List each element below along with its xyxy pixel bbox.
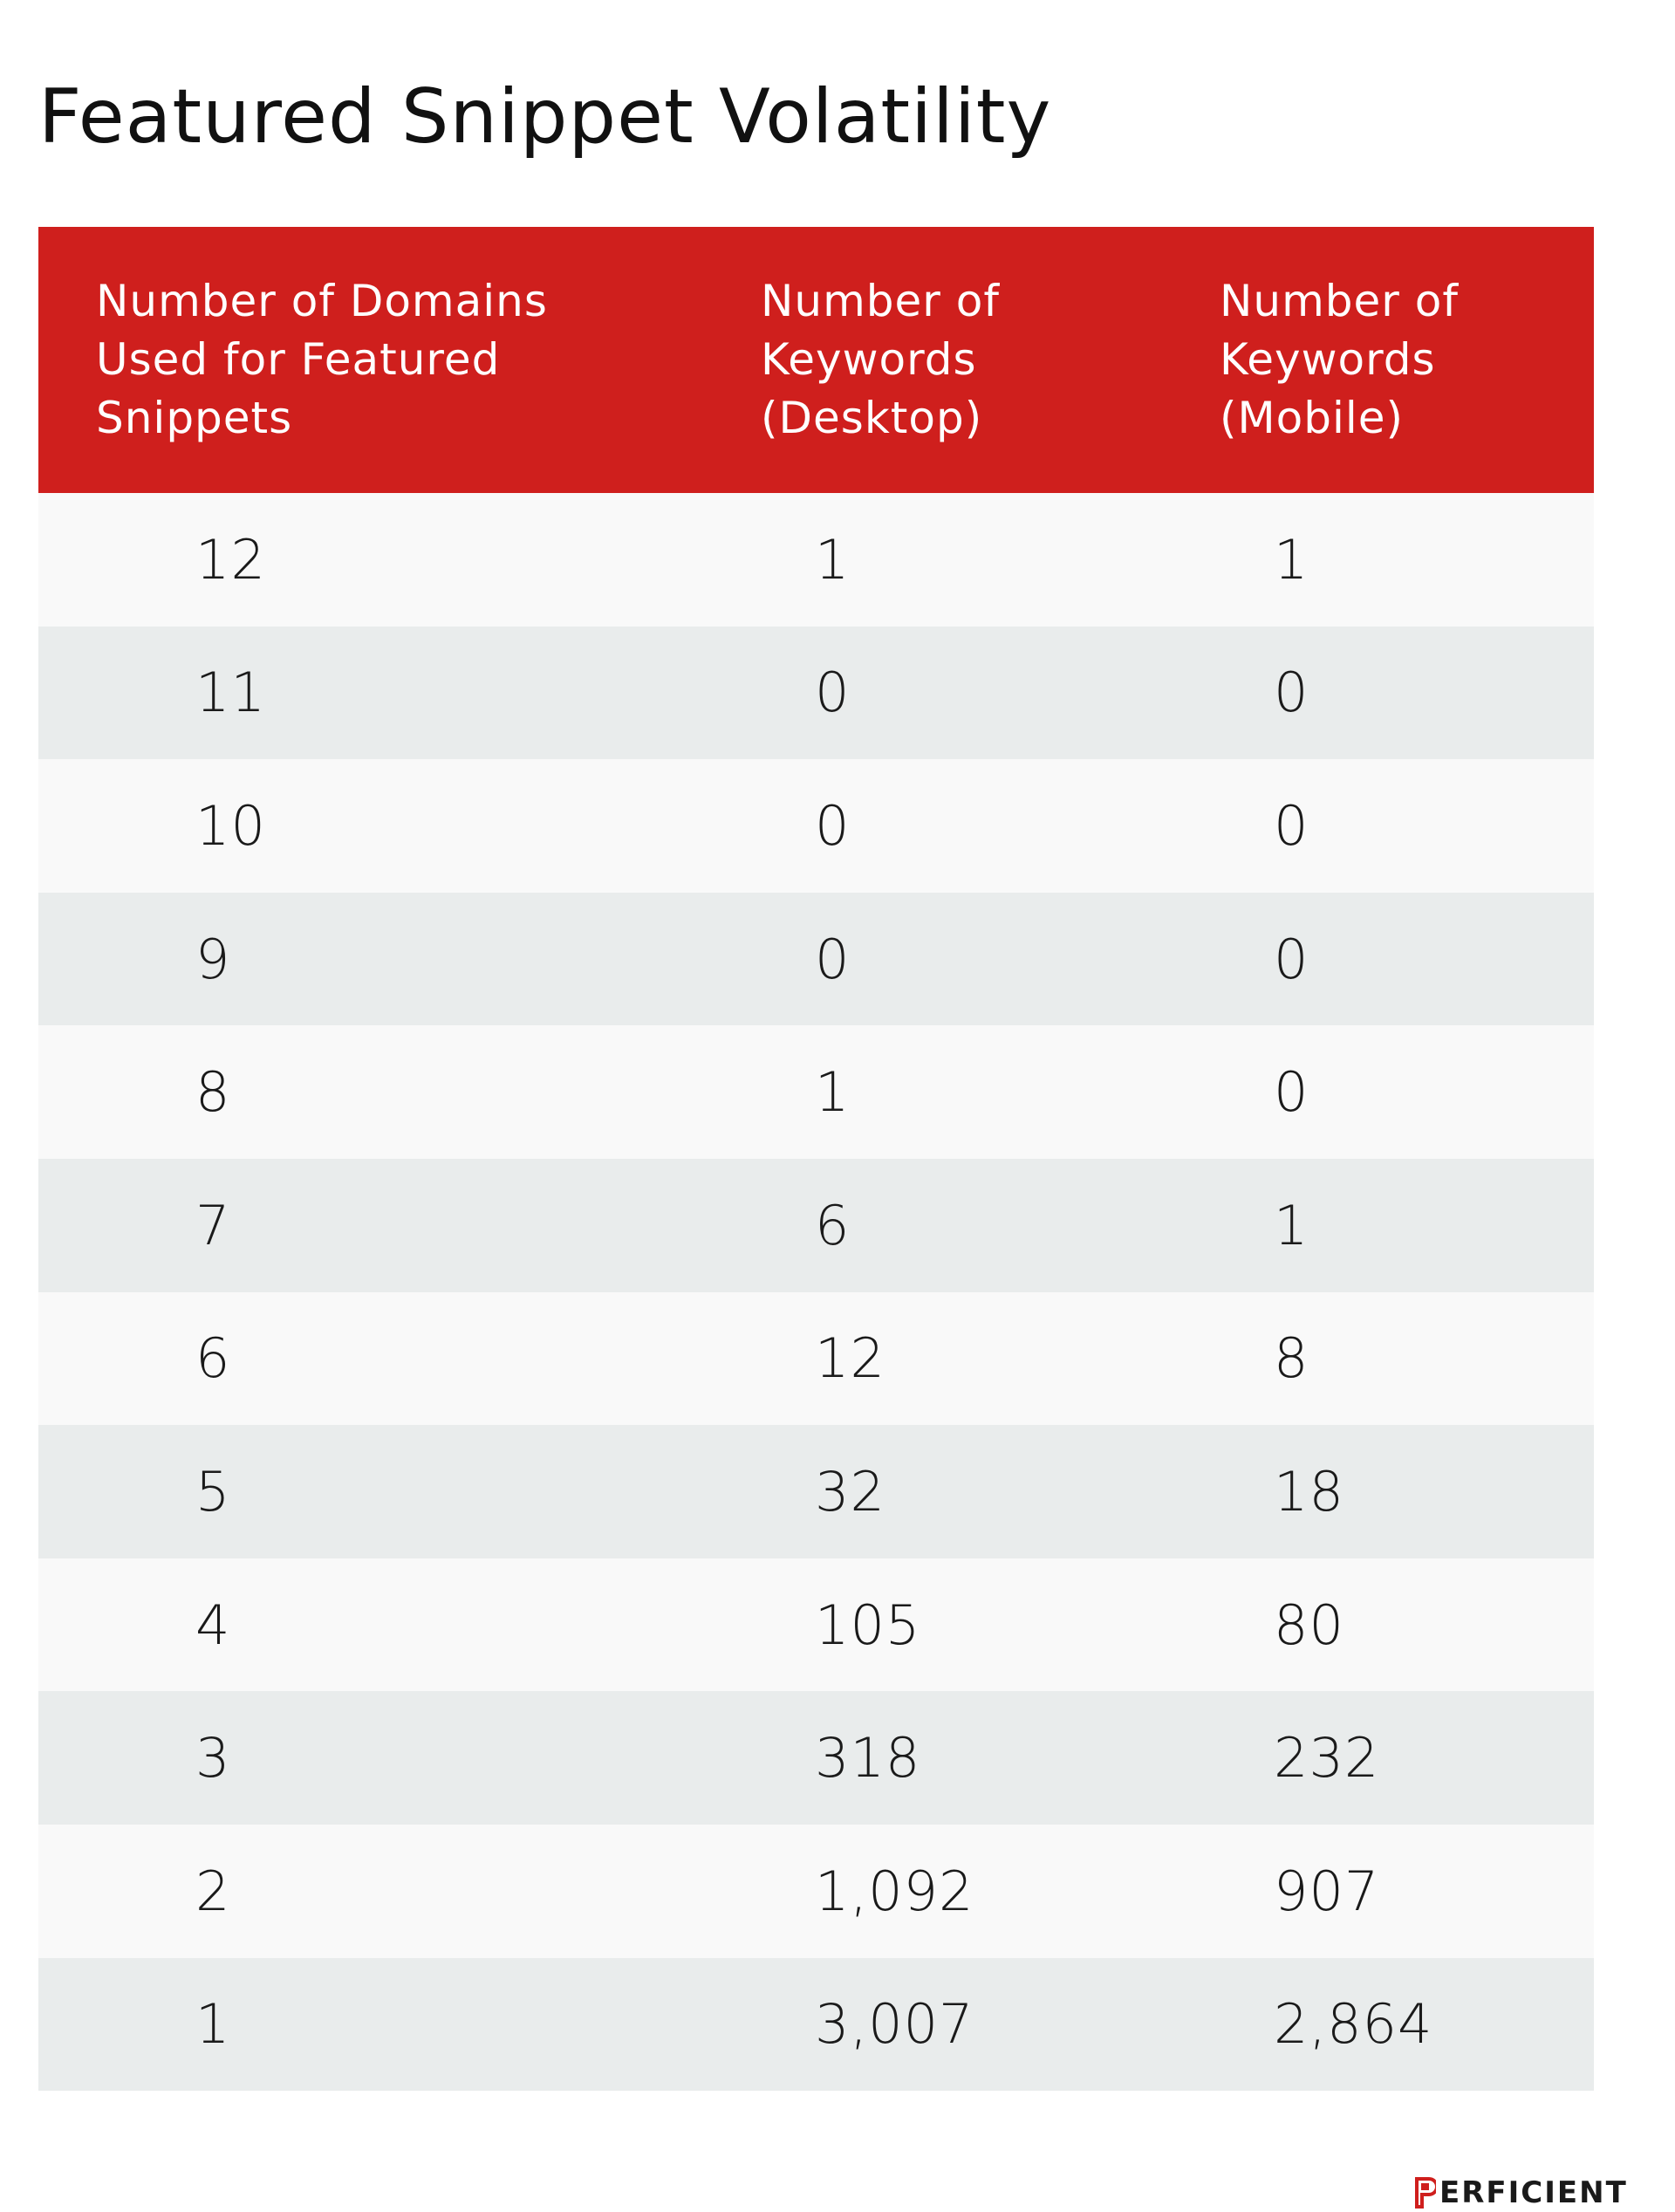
cell-keywords-mobile: 2,864 [1274, 1992, 1433, 2057]
column-header-line: Number of Domains [96, 276, 548, 326]
logo-text: ERFICIENT [1439, 2175, 1628, 2210]
table-row [38, 1292, 1594, 1426]
table-row [38, 1159, 1594, 1292]
cell-domains: 5 [195, 1459, 231, 1524]
table-row [38, 1558, 1594, 1692]
cell-domains: 11 [195, 661, 266, 725]
perficient-logo [1415, 2175, 1628, 2210]
table-row [38, 1691, 1594, 1825]
cell-keywords-mobile: 232 [1274, 1726, 1380, 1791]
cell-keywords-mobile: 0 [1274, 661, 1309, 725]
table-row [38, 759, 1594, 893]
cell-keywords-desktop: 105 [815, 1592, 921, 1657]
table-row [38, 1025, 1594, 1159]
cell-keywords-desktop: 1 [815, 1060, 851, 1125]
cell-domains: 8 [195, 1060, 231, 1125]
cell-keywords-mobile: 0 [1274, 793, 1309, 858]
column-header-line: Keywords [1220, 334, 1436, 385]
data-table [38, 227, 1594, 2091]
table-row [38, 1425, 1594, 1558]
table-row [38, 493, 1594, 627]
cell-keywords-desktop: 1 [815, 527, 851, 592]
cell-domains: 1 [195, 1992, 231, 2057]
column-header-line: Used for Featured [96, 334, 501, 385]
cell-keywords-desktop: 0 [815, 661, 851, 725]
cell-keywords-mobile: 8 [1274, 1326, 1309, 1391]
column-header-domains [96, 272, 548, 448]
cell-keywords-desktop: 12 [815, 1326, 885, 1391]
column-header-line: Number of [761, 276, 1000, 326]
cell-keywords-desktop: 3,007 [815, 1992, 974, 2057]
perficient-p-logo-icon [1415, 2177, 1436, 2209]
cell-domains: 9 [195, 927, 231, 991]
column-header-desktop [761, 272, 1000, 448]
table-row [38, 627, 1594, 760]
cell-domains: 7 [195, 1193, 231, 1257]
cell-domains: 12 [195, 527, 266, 592]
cell-keywords-mobile: 80 [1274, 1592, 1344, 1657]
cell-keywords-desktop: 6 [815, 1193, 851, 1257]
column-header-line: Number of [1220, 276, 1459, 326]
column-header-line: (Desktop) [761, 393, 983, 443]
cell-keywords-mobile: 907 [1274, 1859, 1380, 1923]
column-header-mobile [1220, 272, 1459, 448]
table-header-row [38, 227, 1594, 493]
page-title: Featured Snippet Volatility [38, 73, 1052, 161]
table-row [38, 893, 1594, 1026]
cell-keywords-desktop: 318 [815, 1726, 921, 1791]
cell-keywords-desktop: 0 [815, 927, 851, 991]
cell-domains: 10 [195, 793, 266, 858]
cell-domains: 3 [195, 1726, 231, 1791]
table-body [38, 493, 1594, 2091]
cell-domains: 6 [195, 1326, 231, 1391]
cell-keywords-mobile: 1 [1274, 527, 1309, 592]
cell-keywords-desktop: 32 [815, 1459, 885, 1524]
column-header-line: Keywords [761, 334, 977, 385]
table-row [38, 1825, 1594, 1958]
cell-domains: 4 [195, 1592, 231, 1657]
column-header-line: Snippets [96, 393, 293, 443]
cell-keywords-mobile: 18 [1274, 1459, 1344, 1524]
cell-domains: 2 [195, 1859, 231, 1923]
cell-keywords-mobile: 1 [1274, 1193, 1309, 1257]
cell-keywords-mobile: 0 [1274, 927, 1309, 991]
cell-keywords-desktop: 0 [815, 793, 851, 858]
cell-keywords-mobile: 0 [1274, 1060, 1309, 1125]
table-row [38, 1958, 1594, 2092]
cell-keywords-desktop: 1,092 [815, 1859, 974, 1923]
column-header-line: (Mobile) [1220, 393, 1405, 443]
